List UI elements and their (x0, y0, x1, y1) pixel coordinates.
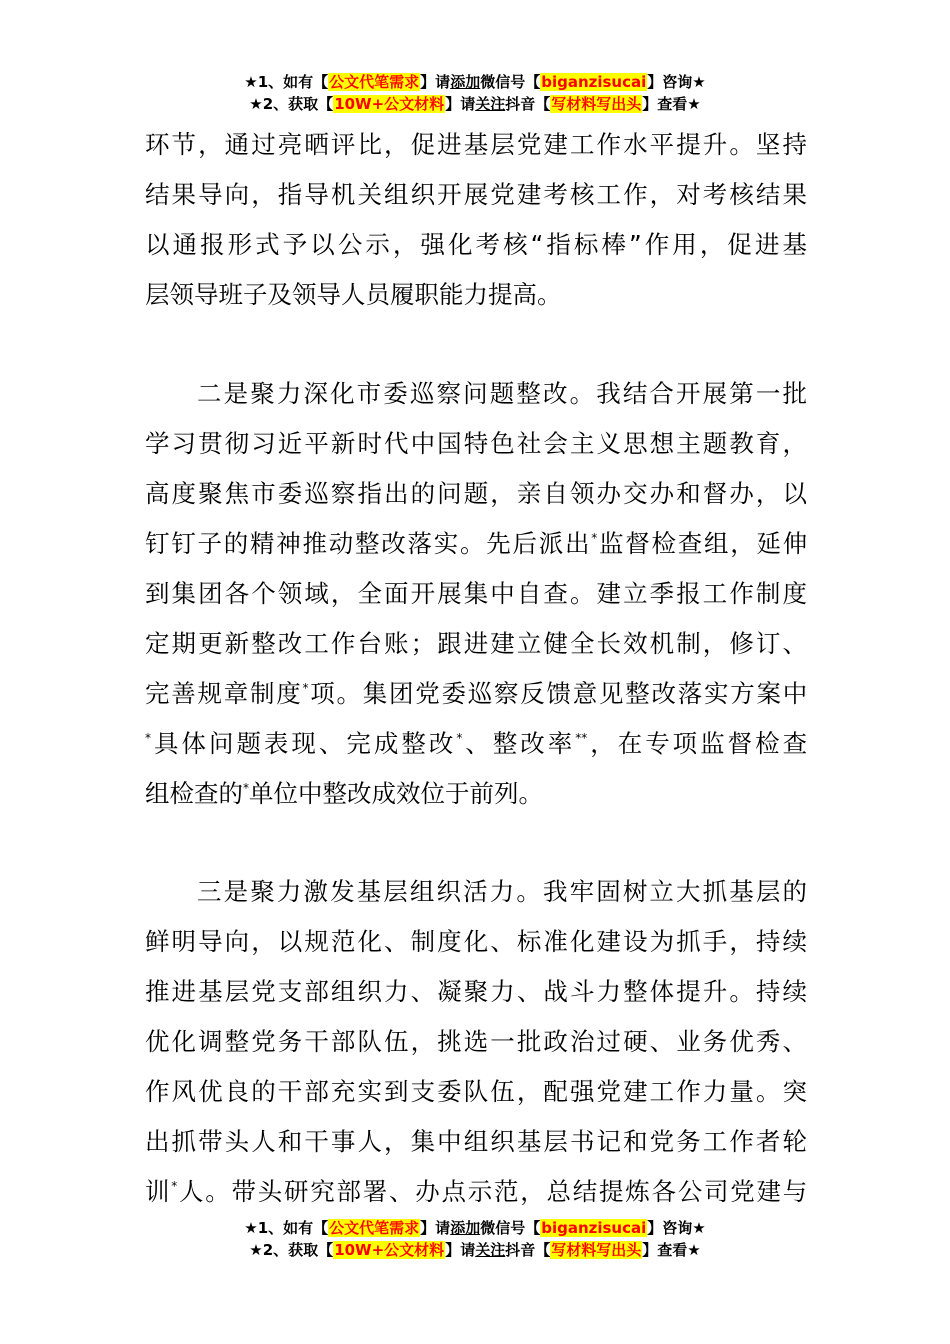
text-line: 结果导向，指导机关组织开展党建考核工作，对考核结果 (145, 180, 807, 209)
banner-line-2: ★2、获取【10W+公文材料】请关注抖音【写材料写出头】查看★ (249, 95, 701, 113)
footnote-marker: * (145, 731, 151, 745)
highlight-wechat-id: biganzisucai (541, 73, 647, 91)
text-line: 学习贯彻习近平新时代中国特色社会主义思想主题教育， (145, 429, 807, 458)
text-line: 定期更新整改工作台账；跟进建立健全长效机制，修订、 (145, 629, 807, 658)
text-line: 高度聚焦市委巡察指出的问题，亲自领办交办和督办，以 (145, 479, 807, 508)
highlight-service: 公文代笔需求 (329, 73, 420, 91)
text-line: *具体问题表现、完成整改*、整改率**，在专项监督检查 (145, 729, 808, 758)
highlight-service: 公文代笔需求 (329, 1219, 420, 1237)
text-line: 二是聚力深化市委巡察问题整改。我结合开展第一批 (197, 379, 807, 408)
footnote-marker: * (575, 731, 582, 745)
banner-line-1: ★1、如有【公文代笔需求】请添加微信号【biganzisucai】咨询★ (244, 1219, 706, 1237)
paragraph-1 (145, 120, 807, 320)
footnote-marker: * (456, 731, 463, 745)
footnote-marker: * (302, 681, 309, 695)
text-line: 到集团各个领域，全面开展集中自查。建立季报工作制度 (145, 579, 807, 608)
highlight-materials: 10W+公文材料 (334, 1241, 445, 1259)
highlight-douyin: 写材料写出头 (551, 95, 642, 113)
footnote-marker: * (591, 531, 598, 545)
text-line: 作风优良的干部充实到支委队伍，配强党建工作力量。突 (145, 1077, 807, 1106)
text-line: 以通报形式予以公示，强化考核“指标棒”作用，促进基 (145, 230, 807, 259)
text-line: 推进基层党支部组织力、凝聚力、战斗力整体提升。持续 (145, 977, 807, 1006)
highlight-douyin: 写材料写出头 (551, 1241, 642, 1259)
text-line: 组检查的*单位中整改成效位于前列。 (145, 779, 543, 808)
footnote-marker: * (581, 731, 588, 745)
banner-line-2: ★2、获取【10W+公文材料】请关注抖音【写材料写出头】查看★ (249, 1241, 701, 1259)
highlight-wechat-id: biganzisucai (541, 1219, 647, 1237)
highlight-materials: 10W+公文材料 (334, 95, 445, 113)
text-line: 鲜明导向，以规范化、制度化、标准化建设为抓手，持续 (145, 927, 807, 956)
paragraph-text (145, 120, 807, 320)
text-line: 优化调整党务干部队伍，挑选一批政治过硬、业务优秀、 (145, 1027, 807, 1056)
text-line: 层领导班子及领导人员履职能力提高。 (145, 280, 562, 309)
text-line: 完善规章制度*项。集团党委巡察反馈意见整改落实方案中 (145, 679, 808, 708)
paragraph-text (145, 867, 807, 1217)
text-line: 出抓带头人和干事人，集中组织基层书记和党务工作者轮 (145, 1127, 807, 1156)
text-line: 训*人。带头研究部署、办点示范，总结提炼各公司党建与 (145, 1177, 808, 1206)
banner-line-1: ★1、如有【公文代笔需求】请添加微信号【biganzisucai】咨询★ (244, 73, 706, 91)
top-banner (0, 71, 950, 115)
text-line: 钉钉子的精神推动整改落实。先后派出*监督检查组，延伸 (145, 529, 808, 558)
paragraph-text (145, 369, 807, 819)
footnote-marker: * (171, 1179, 178, 1193)
paragraph-2 (145, 369, 807, 819)
text-line: 三是聚力激发基层组织活力。我牢固树立大抓基层的 (197, 877, 807, 906)
text-line: 环节，通过亮晒评比，促进基层党建工作水平提升。坚持 (145, 130, 807, 159)
footnote-marker: * (243, 781, 249, 795)
paragraph-3 (145, 867, 807, 1217)
bottom-banner (0, 1217, 950, 1261)
